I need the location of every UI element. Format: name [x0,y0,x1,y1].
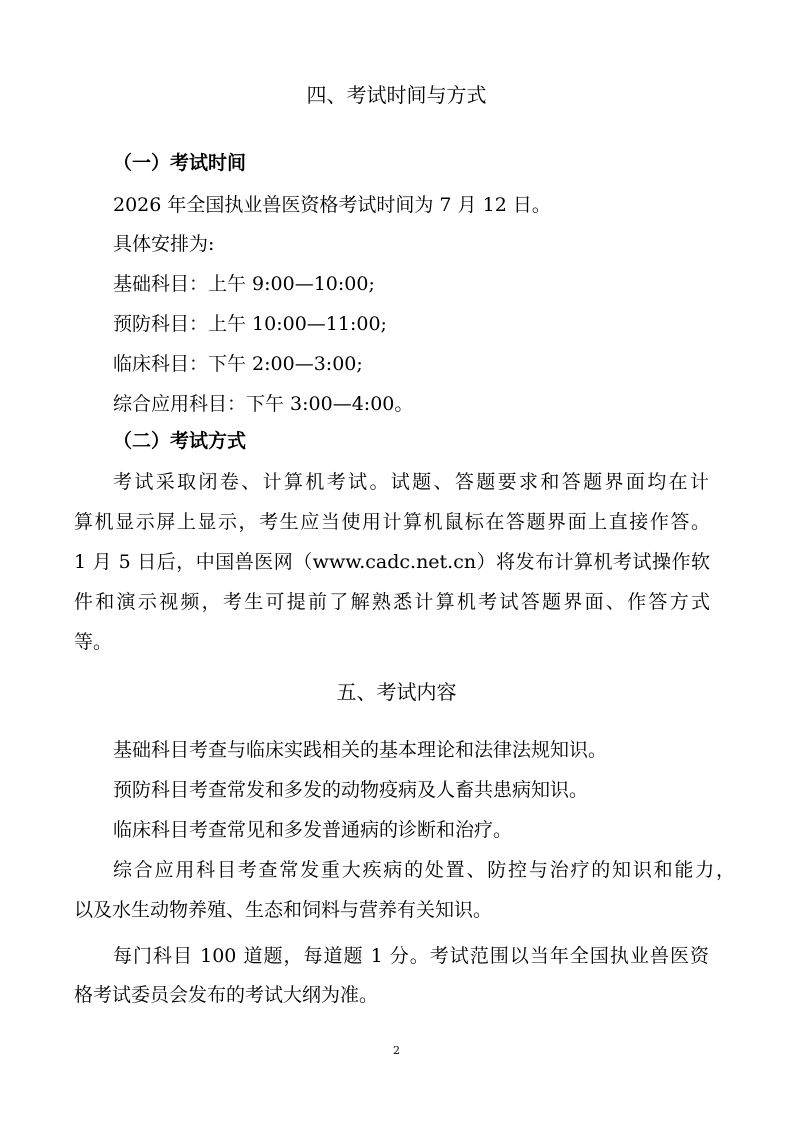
content-line: 预防科目考查常发和多发的动物疫病及人畜共患病知识。 [113,779,589,801]
schedule-item: 预防科目：上午 10:00—11:00; [113,313,387,335]
applied-line: 综合应用科目考查常发重大疾病的处置、防控与治疗的知识和能力， [113,859,735,881]
scoring-line: 格考试委员会发布的考试大纲为准。 [74,984,379,1006]
subsection-1-title: （一）考试时间 [113,152,247,174]
subsection-2-title: （二）考试方式 [113,430,247,452]
schedule-intro: 具体安排为: [113,233,215,255]
method-line: 考试采取闭卷、计算机考试。试题、答题要求和答题界面均在计 [113,471,709,493]
exam-date-text: 2026 年全国执业兽医资格考试时间为 7 月 12 日。 [113,194,551,216]
schedule-item: 综合应用科目：下午 3:00—4:00。 [113,393,414,415]
method-line: 算机显示屏上显示，考生应当使用计算机鼠标在答题界面上直接作答。 [74,511,710,533]
page-number: 2 [393,1044,400,1057]
content-line: 基础科目考查与临床实践相关的基本理论和法律法规知识。 [113,739,608,761]
schedule-item: 临床科目：下午 2:00—3:00; [113,353,363,375]
schedule-item: 基础科目：上午 9:00—10:00; [113,273,375,295]
method-line: 件和演示视频，考生可提前了解熟悉计算机考试答题界面、作答方式 [74,591,710,613]
scoring-line: 每门科目 100 道题，每道题 1 分。考试范围以当年全国执业兽医资 [113,945,709,967]
section-5-title: 五、考试内容 [336,680,457,704]
applied-line: 以及水生动物养殖、生态和饲料与营养有关知识。 [74,899,493,921]
section-4-title: 四、考试时间与方式 [306,83,487,107]
content-line: 临床科目考查常见和多发普通病的诊断和治疗。 [113,819,513,841]
method-line: 1 月 5 日后，中国兽医网（www.cadc.net.cn）将发布计算机考试操作软 [74,551,710,573]
method-line: 等。 [74,631,113,653]
